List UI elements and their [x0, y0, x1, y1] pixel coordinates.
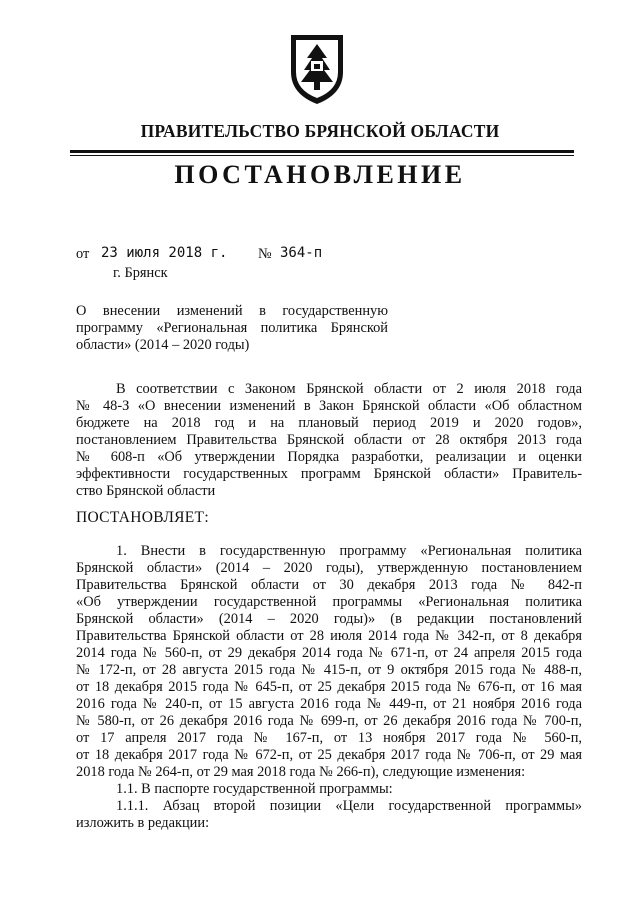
item-1-line: Правительства Брянской области от 30 декабря 2013 года № 842-п [76, 577, 582, 593]
city: г. Брянск [113, 265, 168, 281]
item-1-line: от 18 декабря 2017 года № 672-п, от 25 декабря 2017 года № 706-п, от 29 мая [76, 747, 582, 763]
item-1-line: Брянской области» (2014 – 2020 годы)» (в редакции постановлений [76, 611, 582, 627]
preamble-line: № 608-п «Об утверждении Порядка разработки, реализации и оценки [76, 449, 582, 465]
government-name: ПРАВИТЕЛЬСТВО БРЯНСКОЙ ОБЛАСТИ [140, 121, 500, 141]
subject-line: области» (2014 – 2020 годы) [76, 337, 250, 353]
date-prefix: от [76, 246, 90, 262]
item-1-line: № 580-п, от 26 декабря 2016 года № 699-п, от 26 декабря 2016 года № 700-п, [76, 713, 582, 729]
preamble-line: бюджете на 2018 год и на плановый период 2019 и 2020 годов», [76, 415, 582, 431]
date-value: 23 июля 2018 г. [101, 245, 228, 261]
item-1-line: 1. Внести в государственную программу «Региональная политика [116, 543, 582, 559]
item-1-1-1-line: 1.1.1. Абзац второй позиции «Цели государственной программы» [116, 798, 582, 814]
subject-line: О внесении изменений в государственную [76, 303, 388, 319]
header-rule-thick [70, 150, 574, 153]
preamble-line: постановлением Правительства Брянской области от 28 октября 2013 года [76, 432, 582, 448]
document-subject [76, 303, 388, 354]
preamble-line: № 48-З «О внесении изменений в Закон Брянской области «Об областном [76, 398, 582, 414]
preamble-paragraph [76, 381, 582, 500]
item-1-line: 2014 года № 560-п, от 29 декабря 2014 года № 671-п, от 24 апреля 2015 года [76, 645, 582, 661]
number-prefix: № [258, 246, 272, 262]
bryansk-oblast-coat-of-arms-icon [287, 32, 347, 107]
item-1-line: 2016 года № 240-п, от 15 августа 2016 года № 449-п, от 21 ноября 2016 года [76, 696, 582, 712]
item-1-paragraph [76, 543, 582, 832]
document-type: ПОСТАНОВЛЕНИЕ [174, 160, 466, 189]
item-1-line: «Об утверждении государственной программы «Региональная политика [76, 594, 582, 610]
item-1-line: № 172-п, от 28 августа 2015 года № 415-п, от 9 октября 2015 года № 488-п, [76, 662, 582, 678]
decree-word: ПОСТАНОВЛЯЕТ: [76, 509, 209, 526]
preamble-line: В соответствии с Законом Брянской области от 2 июля 2018 года [116, 381, 582, 397]
item-1-line: Правительства Брянской области от 28 июля 2014 года № 342-п, от 8 декабря [76, 628, 582, 644]
item-1-1-line: 1.1. В паспорте государственной программы: [116, 781, 393, 797]
item-1-line: от 18 декабря 2015 года № 645-п, от 25 декабря 2015 года № 676-п, от 16 мая [76, 679, 582, 695]
item-1-1-1-line: изложить в редакции: [76, 815, 210, 831]
preamble-line: эффективности государственных программ Брянской области» Правитель- [76, 466, 582, 482]
item-1-line: Брянской области» (2014 – 2020 годы), утвержденную постановлением [76, 560, 582, 576]
number-value: 364-п [280, 245, 323, 261]
subject-line: программу «Региональная политика Брянской [76, 320, 388, 336]
preamble-line: ство Брянской области [76, 483, 216, 499]
header-rule-thin [70, 155, 574, 156]
item-1-line: от 17 апреля 2017 года № 167-п, от 13 ноября 2017 года № 560-п, [76, 730, 582, 746]
item-1-line: 2018 года № 264-п, от 29 мая 2018 года № 266-п), следующие изменения: [76, 764, 526, 780]
